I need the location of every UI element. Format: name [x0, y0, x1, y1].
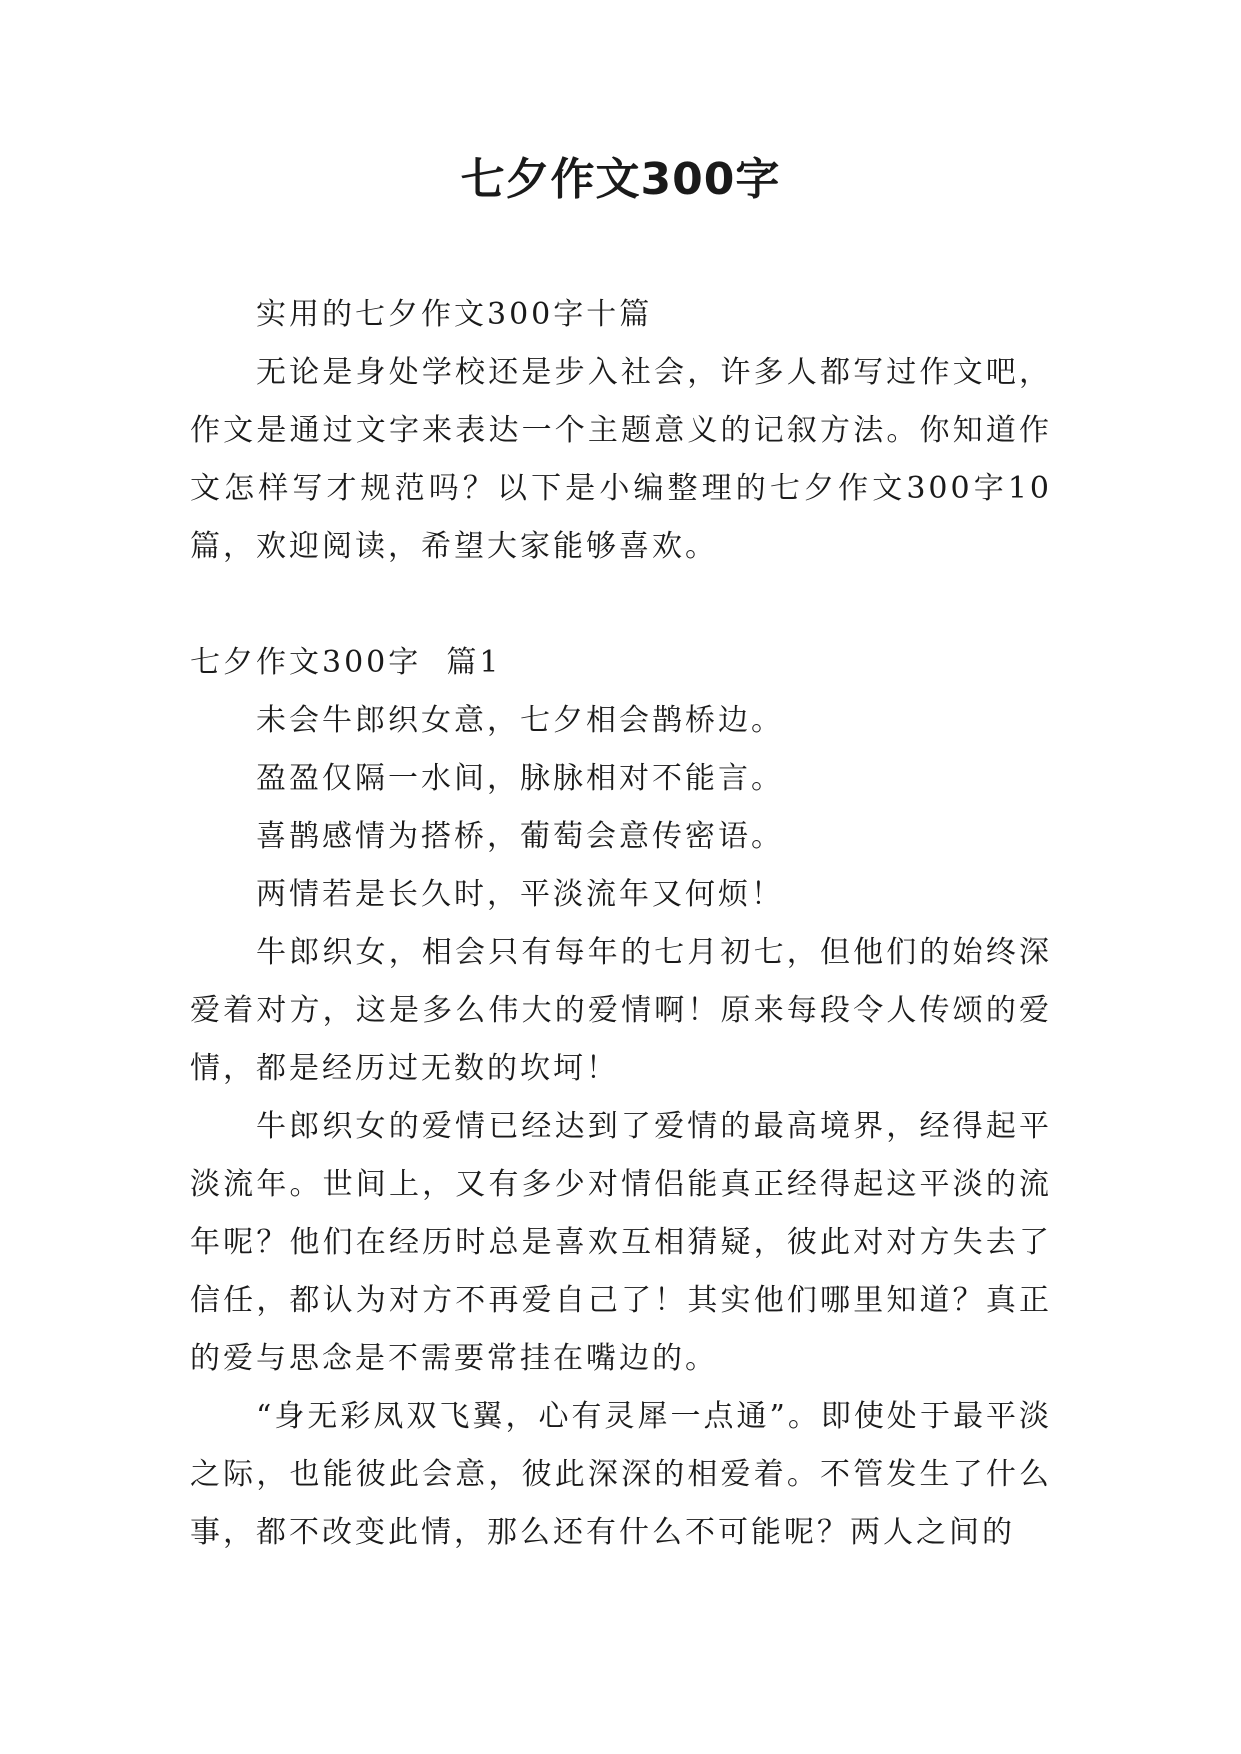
poem-line: 两情若是长久时，平淡流年又何烦！ [256, 877, 784, 912]
poem-line: 喜鹊感情为搭桥，葡萄会意传密语。 [256, 819, 784, 854]
document-title: 七夕作文300字 [460, 154, 781, 205]
section-spacer [190, 576, 1052, 634]
section-heading: 七夕作文300字 篇1 [190, 645, 502, 680]
poem-line: 未会牛郎织女意，七夕相会鹊桥边。 [256, 703, 784, 738]
document-subtitle: 实用的七夕作文300字十篇 [256, 297, 653, 332]
body-paragraph: 牛郎织女的爱情已经达到了爱情的最高境界，经得起平淡流年。世间上，又有多少对情侣能真正经得起这平淡的流年呢？他们在经历时总是喜欢互相猜疑，彼此对对方失去了信任，都认为对方不再爱自己了！其实他们哪里知道？真正的爱与思念是不需要常挂在嘴边的。 [190, 1109, 1052, 1376]
body-paragraph: “身无彩凤双飞翼，心有灵犀一点通”。即使处于最平淡之际，也能彼此会意，彼此深深的相爱着。不管发生了什么事，都不改变此情，那么还有什么不可能呢？两人之间的 [190, 1399, 1052, 1550]
poem-line: 盈盈仅隔一水间，脉脉相对不能言。 [256, 761, 784, 796]
document-body [190, 286, 1052, 1562]
body-paragraph: 牛郎织女，相会只有每年的七月初七，但他们的始终深爱着对方，这是多么伟大的爱情啊！原来每段令人传颂的爱情，都是经历过无数的坎坷！ [190, 935, 1052, 1086]
intro-paragraph: 无论是身处学校还是步入社会，许多人都写过作文吧，作文是通过文字来表达一个主题意义的记叙方法。你知道作文怎样写才规范吗？以下是小编整理的七夕作文300字10篇，欢迎阅读，希望大家能够喜欢。 [190, 355, 1052, 564]
